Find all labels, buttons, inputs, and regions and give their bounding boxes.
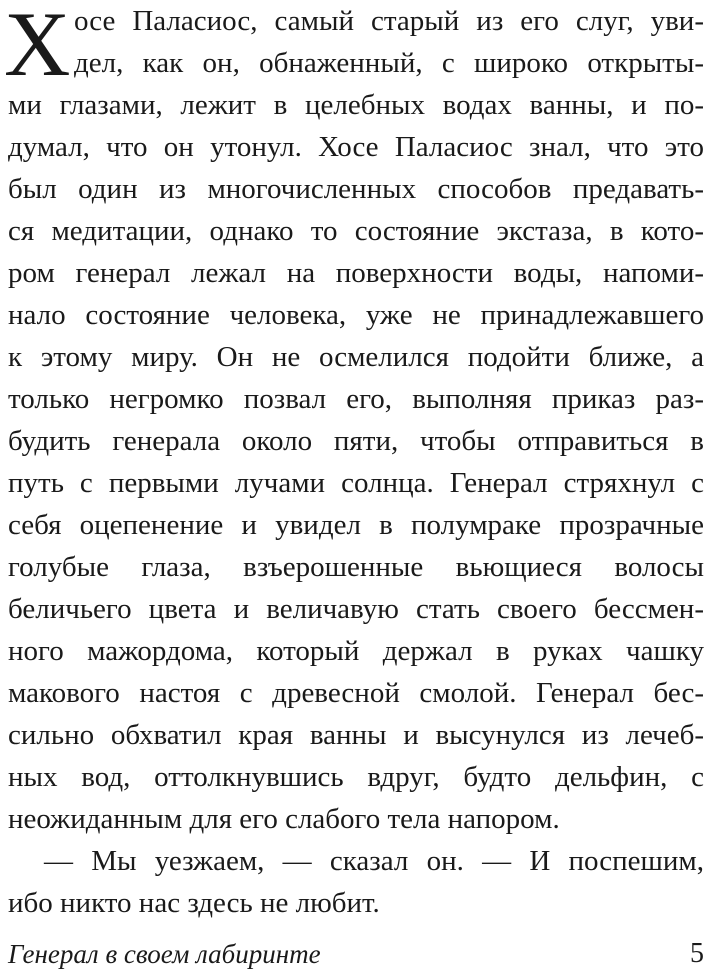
running-footer-title: Генерал в своем лабиринте: [8, 939, 321, 969]
text-line-10: только негромко позвал его, выполняя приказ раз-: [8, 383, 704, 415]
text-line-5: был один из многочисленных способов предавать-: [8, 173, 704, 205]
text-line-16: ного мажордома, который держал в руках чашку: [8, 635, 704, 667]
text-line-17: макового настоя с древесной смолой. Генерал бес-: [8, 677, 704, 709]
text-line-11: будить генерала около пяти, чтобы отправиться в: [8, 425, 704, 457]
text-line-3: ми глазами, лежит в целебных водах ванны, и по-: [8, 89, 704, 121]
text-line-12: путь с первыми лучами солнца. Генерал стряхнул с: [8, 467, 704, 499]
text-line-2: дел, как он, обнаженный, с широко открыты-: [74, 47, 704, 79]
text-line-19: ных вод, оттолкнувшись вдруг, будто дельфин, с: [8, 761, 704, 793]
text-line-6: ся медитации, однако то состояние экстаза, в кото-: [8, 215, 704, 247]
text-line-14: голубые глаза, взъерошенные вьющиеся волосы: [8, 551, 704, 583]
text-line-21: — Мы уезжаем, — сказал он. — И поспешим,: [44, 845, 704, 877]
text-line-4: думал, что он утонул. Хосе Паласиос знал, что это: [8, 131, 704, 163]
text-line-1: осе Паласиос, самый старый из его слуг, уви-: [74, 5, 704, 37]
drop-cap-letter: Х: [4, 0, 71, 95]
text-line-15: беличьего цвета и величавую стать своего бессмен-: [8, 593, 704, 625]
text-line-8: нало состояние человека, уже не принадлежавшего: [8, 299, 704, 331]
text-line-18: сильно обхватил края ванны и высунулся из лечеб-: [8, 719, 704, 751]
text-line-13: себя оцепенение и увидел в полумраке прозрачные: [8, 509, 704, 541]
text-line-9: к этому миру. Он не осмелился подойти ближе, а: [8, 341, 704, 373]
text-line-7: ром генерал лежал на поверхности воды, напоми-: [8, 257, 704, 289]
text-line-20: неожиданным для его слабого тела напором.: [8, 803, 560, 835]
page-number: 5: [690, 938, 704, 969]
text-line-22: ибо никто нас здесь не любит.: [8, 887, 380, 919]
